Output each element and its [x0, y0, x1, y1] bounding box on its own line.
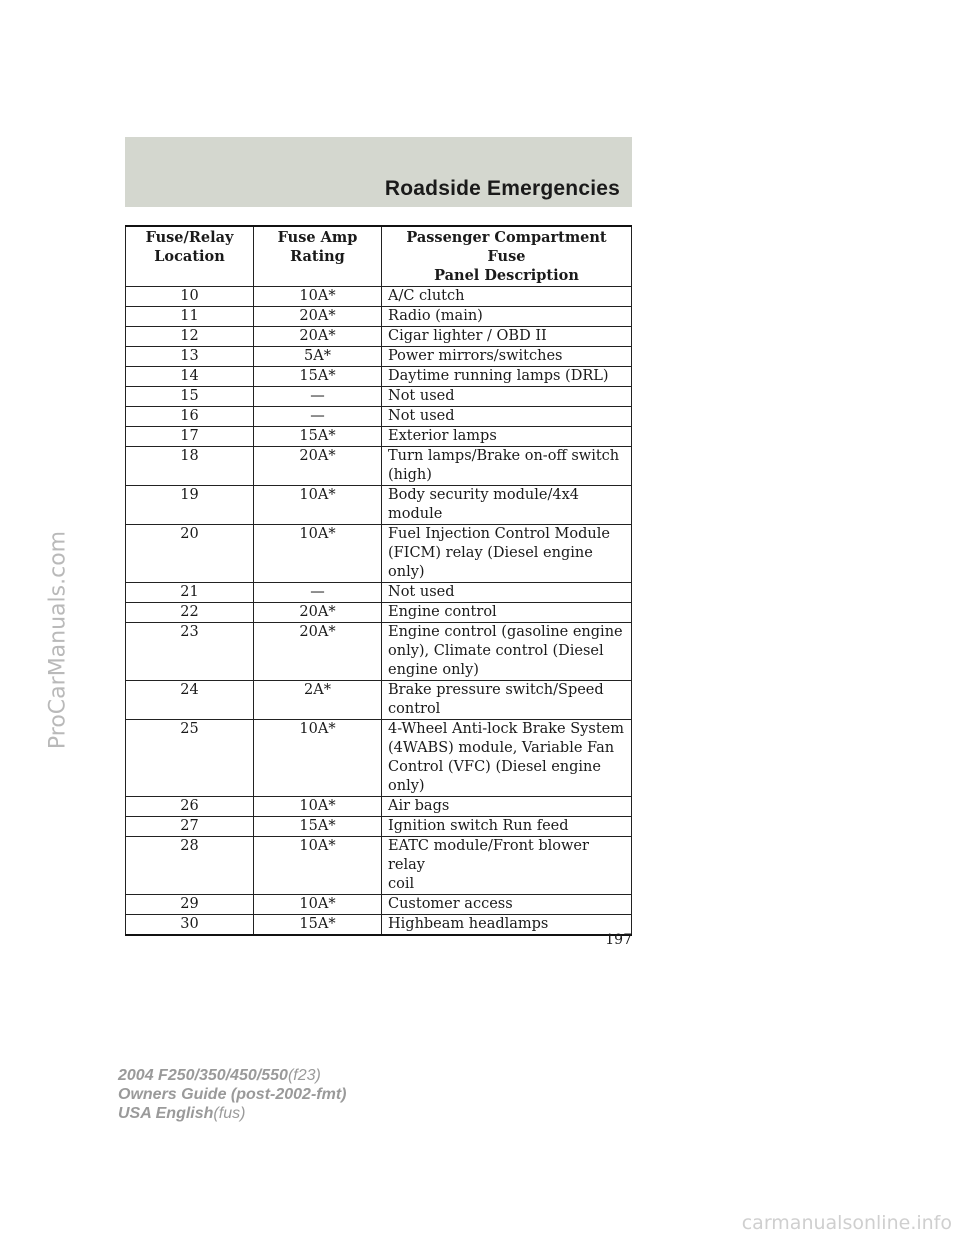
description-line: Cigar lighter / OBD II — [388, 328, 547, 344]
fuse-description-cell — [382, 583, 632, 603]
fuse-location-cell: 23 — [126, 623, 254, 681]
table-row — [126, 447, 632, 486]
document-footer — [118, 1066, 346, 1123]
header-amp-rating — [254, 226, 382, 287]
fuse-location-cell: 25 — [126, 720, 254, 797]
fuse-description-cell — [382, 603, 632, 623]
table-row — [126, 895, 632, 915]
fuse-table — [125, 225, 632, 936]
header-amp-line: Fuse Amp — [277, 229, 358, 246]
description-line: Air bags — [388, 798, 450, 814]
fuse-location-cell: 17 — [126, 427, 254, 447]
description-line: (FICM) relay (Diesel engine only) — [388, 545, 593, 580]
table-row — [126, 681, 632, 720]
fuse-amp-cell: 20A* — [254, 603, 382, 623]
header-amp-line: Rating — [290, 248, 345, 265]
fuse-location-cell: 16 — [126, 407, 254, 427]
fuse-location-cell: 27 — [126, 817, 254, 837]
fuse-amp-cell: 10A* — [254, 287, 382, 307]
description-line: Power mirrors/switches — [388, 348, 563, 364]
page-number: 197 — [605, 932, 632, 948]
fuse-description-cell — [382, 327, 632, 347]
footer-line-1 — [118, 1066, 346, 1085]
header-description — [382, 226, 632, 287]
fuse-location-cell: 26 — [126, 797, 254, 817]
header-location — [126, 226, 254, 287]
table-row — [126, 486, 632, 525]
header-location-line: Fuse/Relay — [145, 229, 234, 246]
table-row — [126, 387, 632, 407]
fuse-location-cell: 20 — [126, 525, 254, 583]
description-line: Control (VFC) (Diesel engine — [388, 759, 601, 775]
table-body — [126, 287, 632, 936]
fuse-description-cell — [382, 623, 632, 681]
description-line: only), Climate control (Diesel — [388, 643, 604, 659]
fuse-location-cell: 29 — [126, 895, 254, 915]
table-row — [126, 837, 632, 895]
description-line: Not used — [388, 388, 455, 404]
fuse-amp-cell: 10A* — [254, 895, 382, 915]
description-line: A/C clutch — [388, 288, 465, 304]
fuse-description-cell — [382, 486, 632, 525]
description-line: only) — [388, 778, 425, 794]
fuse-amp-cell: 15A* — [254, 817, 382, 837]
footer-line-3 — [118, 1104, 346, 1123]
fuse-amp-cell: 10A* — [254, 486, 382, 525]
description-line: Not used — [388, 408, 455, 424]
description-line: Exterior lamps — [388, 428, 497, 444]
fuse-description-cell — [382, 817, 632, 837]
description-line: engine only) — [388, 662, 479, 678]
header-description-line: Panel Description — [434, 267, 579, 284]
description-line: Body security module/4x4 module — [388, 487, 579, 522]
description-line: Engine control (gasoline engine — [388, 624, 623, 640]
description-line: Radio (main) — [388, 308, 483, 324]
fuse-description-cell — [382, 837, 632, 895]
table-row — [126, 583, 632, 603]
fuse-amp-cell: 20A* — [254, 447, 382, 486]
footer-model-code: (f23) — [287, 1067, 321, 1084]
footer-language-code: (fus) — [213, 1105, 246, 1122]
description-line: Not used — [388, 584, 455, 600]
fuse-amp-cell: 10A* — [254, 797, 382, 817]
fuse-description-cell — [382, 797, 632, 817]
footer-line-2 — [118, 1085, 346, 1104]
fuse-amp-cell: — — [254, 583, 382, 603]
fuse-amp-cell: 15A* — [254, 367, 382, 387]
footer-language: USA English — [118, 1105, 214, 1122]
table-row — [126, 603, 632, 623]
fuse-amp-cell: 20A* — [254, 623, 382, 681]
table-row — [126, 347, 632, 367]
fuse-amp-cell: 15A* — [254, 427, 382, 447]
fuse-location-cell: 15 — [126, 387, 254, 407]
fuse-location-cell: 11 — [126, 307, 254, 327]
table-row — [126, 327, 632, 347]
description-line: Turn lamps/Brake on-off switch — [388, 448, 620, 464]
fuse-description-cell — [382, 720, 632, 797]
fuse-location-cell: 10 — [126, 287, 254, 307]
description-line: (4WABS) module, Variable Fan — [388, 740, 615, 756]
fuse-description-cell — [382, 525, 632, 583]
table-row — [126, 797, 632, 817]
description-line: (high) — [388, 467, 432, 483]
fuse-description-cell — [382, 347, 632, 367]
fuse-description-cell — [382, 915, 632, 936]
fuse-amp-cell: 15A* — [254, 915, 382, 936]
description-line: EATC module/Front blower relay — [388, 838, 589, 873]
fuse-description-cell — [382, 407, 632, 427]
fuse-location-cell: 14 — [126, 367, 254, 387]
fuse-location-cell: 18 — [126, 447, 254, 486]
section-header-band — [125, 137, 632, 207]
fuse-description-cell — [382, 681, 632, 720]
description-line: Highbeam headlamps — [388, 916, 549, 932]
header-description-line: Passenger Compartment Fuse — [406, 229, 607, 265]
fuse-amp-cell: 2A* — [254, 681, 382, 720]
footer-model: 2004 F250/350/450/550 — [118, 1067, 288, 1084]
description-line: Fuel Injection Control Module — [388, 526, 610, 542]
description-line: coil — [388, 876, 415, 892]
fuse-amp-cell: 20A* — [254, 307, 382, 327]
fuse-amp-cell: — — [254, 387, 382, 407]
description-line: Customer access — [388, 896, 513, 912]
table-row — [126, 427, 632, 447]
section-title: Roadside Emergencies — [384, 177, 620, 200]
fuse-location-cell: 13 — [126, 347, 254, 367]
fuse-location-cell: 30 — [126, 915, 254, 936]
fuse-description-cell — [382, 367, 632, 387]
table-row — [126, 720, 632, 797]
table-row — [126, 307, 632, 327]
fuse-location-cell: 24 — [126, 681, 254, 720]
fuse-location-cell: 21 — [126, 583, 254, 603]
fuse-description-cell — [382, 895, 632, 915]
fuse-location-cell: 19 — [126, 486, 254, 525]
fuse-amp-cell: 10A* — [254, 525, 382, 583]
fuse-description-cell — [382, 307, 632, 327]
fuse-location-cell: 22 — [126, 603, 254, 623]
header-location-line: Location — [154, 248, 225, 265]
side-watermark: ProCarManuals.com — [45, 530, 71, 750]
fuse-amp-cell: 5A* — [254, 347, 382, 367]
fuse-description-cell — [382, 427, 632, 447]
table-row — [126, 407, 632, 427]
fuse-description-cell — [382, 447, 632, 486]
table-row — [126, 915, 632, 936]
fuse-location-cell: 28 — [126, 837, 254, 895]
table-row — [126, 287, 632, 307]
description-line: Daytime running lamps (DRL) — [388, 368, 609, 384]
fuse-amp-cell: — — [254, 407, 382, 427]
description-line: Brake pressure switch/Speed — [388, 682, 604, 698]
fuse-amp-cell: 10A* — [254, 720, 382, 797]
fuse-location-cell: 12 — [126, 327, 254, 347]
fuse-amp-cell: 10A* — [254, 837, 382, 895]
fuse-description-cell — [382, 387, 632, 407]
description-line: Engine control — [388, 604, 497, 620]
table-row — [126, 623, 632, 681]
description-line: control — [388, 701, 441, 717]
table-row — [126, 525, 632, 583]
bottom-watermark: carmanualsonline.info — [741, 1212, 952, 1234]
fuse-description-cell — [382, 287, 632, 307]
footer-guide: Owners Guide (post-2002-fmt) — [118, 1086, 347, 1103]
description-line: 4-Wheel Anti-lock Brake System — [388, 721, 624, 737]
description-line: Ignition switch Run feed — [388, 818, 569, 834]
table-header-row — [126, 226, 632, 287]
table-row — [126, 367, 632, 387]
fuse-amp-cell: 20A* — [254, 327, 382, 347]
table-row — [126, 817, 632, 837]
